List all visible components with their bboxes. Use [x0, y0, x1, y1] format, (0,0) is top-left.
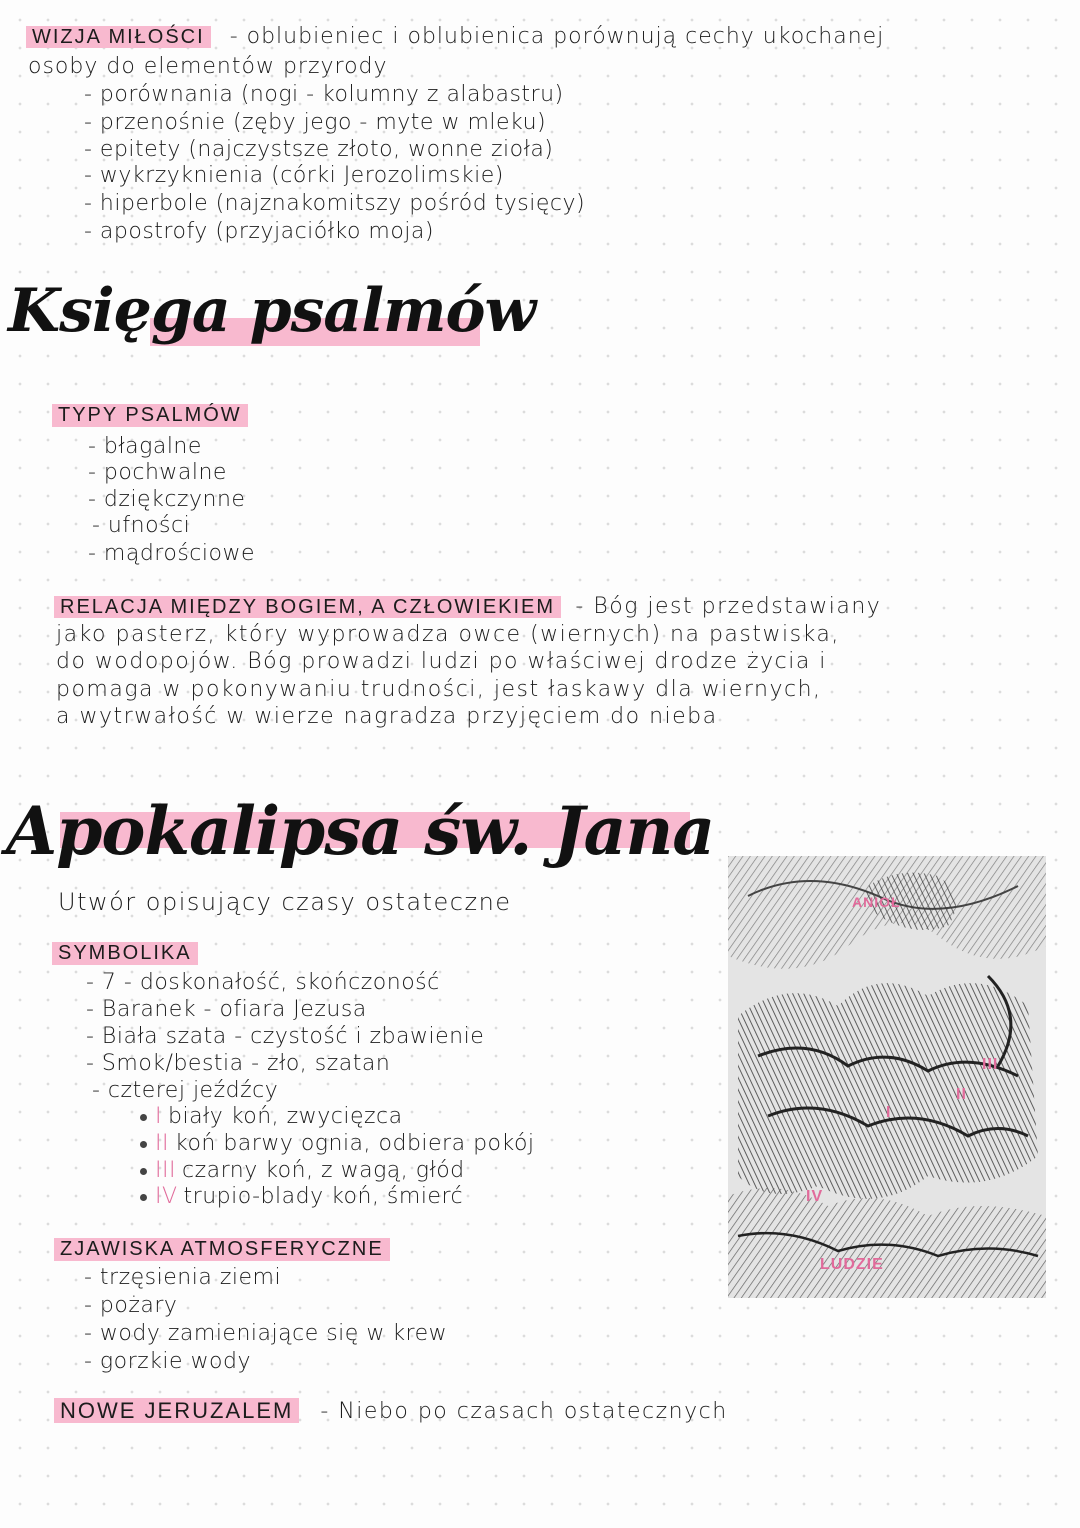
rider-item: III czarny koń, z wagą, głód [140, 1158, 465, 1183]
psalm-type-item: - błagalne [88, 434, 202, 459]
relation-text: pomaga w pokonywaniu trudności, jest łaskawy dla wiernych, [56, 677, 822, 702]
image-label-people: LUDZIE [820, 1256, 884, 1273]
four-horsemen-illustration [728, 856, 1046, 1298]
zjawiska-item: - wody zamieniające się w krew [84, 1321, 448, 1346]
wizja-line-2: osoby do elementów przyrody [28, 54, 388, 79]
image-label-rider: II [956, 1086, 967, 1103]
symbolika-item: - czterej jeźdźcy [92, 1078, 279, 1103]
symbolika-item: - Smok/bestia - zło, szatan [86, 1051, 391, 1076]
wizja-line1-rest: - oblubieniec i oblubienica porównują cechy ukochanej [229, 24, 885, 49]
psalm-type-item: - dziękczynne [88, 487, 246, 512]
apoc-title: Apokalipsa św. Jana [6, 792, 715, 870]
wizja-item: - przenośnie (zęby jego - myte w mleku) [84, 110, 547, 135]
rider-item: IV trupio-blady koń, śmierć [140, 1184, 463, 1209]
wizja-item: - wykrzyknienia (córki Jerozolimskie) [84, 163, 504, 188]
wizja-line-1 [26, 24, 884, 49]
nowe-jeruzalem-line [54, 1398, 728, 1424]
bullet-icon [140, 1114, 147, 1121]
bullet-icon [140, 1194, 147, 1201]
zjawiska-heading: ZJAWISKA ATMOSFERYCZNE [54, 1238, 390, 1261]
symbolika-heading: SYMBOLIKA [52, 942, 198, 965]
psalm-type-item: - mądrościowe [88, 541, 255, 566]
relation-text: do wodopojów. Bóg prowadzi ludzi po właściwej drodze życia i [56, 649, 827, 674]
zjawiska-item: - trzęsienia ziemi [84, 1265, 282, 1290]
symbolika-item: - 7 - doskonałość, skończoność [86, 970, 440, 995]
relation-text: jako pasterz, który wyprowadza owce (wiernych) na pastwiska, [56, 622, 840, 647]
psalm-type-item: - ufności [92, 513, 191, 538]
wizja-item: - porównania (nogi - kolumny z alabastru) [84, 82, 564, 107]
wizja-heading: WIZJA MIŁOŚCI [26, 26, 211, 48]
zjawiska-item: - gorzkie wody [84, 1349, 252, 1374]
rider-item: II koń barwy ognia, odbiera pokój [140, 1131, 535, 1156]
wizja-item: - epitety (najczystsze złoto, wonne zioła) [84, 137, 554, 162]
psalm-title: Księga psalmów [8, 276, 536, 346]
psalm-types-heading: TYPY PSALMÓW [52, 404, 248, 427]
image-label-rider: IV [806, 1188, 824, 1205]
engraving-drawing [728, 856, 1046, 1298]
relation-text: a wytrwałość w wierze nagradza przyjęciem do nieba [56, 704, 718, 729]
bullet-icon [140, 1168, 147, 1175]
image-label-angel: ANIOŁ [852, 894, 901, 910]
image-label-rider: I [886, 1104, 892, 1121]
symbolika-item: - Baranek - ofiara Jezusa [86, 997, 367, 1022]
bullet-icon [140, 1141, 147, 1148]
nowe-jeruzalem-heading: NOWE JERUZALEM [54, 1398, 299, 1423]
nowe-jeruzalem-text: - Niebo po czasach ostatecznych [320, 1399, 728, 1424]
zjawiska-item: - pożary [84, 1293, 178, 1318]
relation-text: - Bóg jest przedstawiany [575, 594, 882, 619]
wizja-item: - hiperbole (najznakomitszy pośród tysięcy) [84, 191, 586, 216]
wizja-item: - apostrofy (przyjaciółko moja) [84, 219, 434, 244]
image-label-rider: III [982, 1056, 999, 1073]
rider-item: I biały koń, zwycięzca [140, 1104, 403, 1129]
relation-line-1 [54, 594, 881, 619]
symbolika-item: - Biała szata - czystość i zbawienie [86, 1024, 485, 1049]
psalm-type-item: - pochwalne [88, 460, 227, 485]
relation-heading: RELACJA MIĘDZY BOGIEM, A CZŁOWIEKIEM [54, 596, 561, 618]
apoc-intro: Utwór opisujący czasy ostateczne [58, 888, 512, 916]
